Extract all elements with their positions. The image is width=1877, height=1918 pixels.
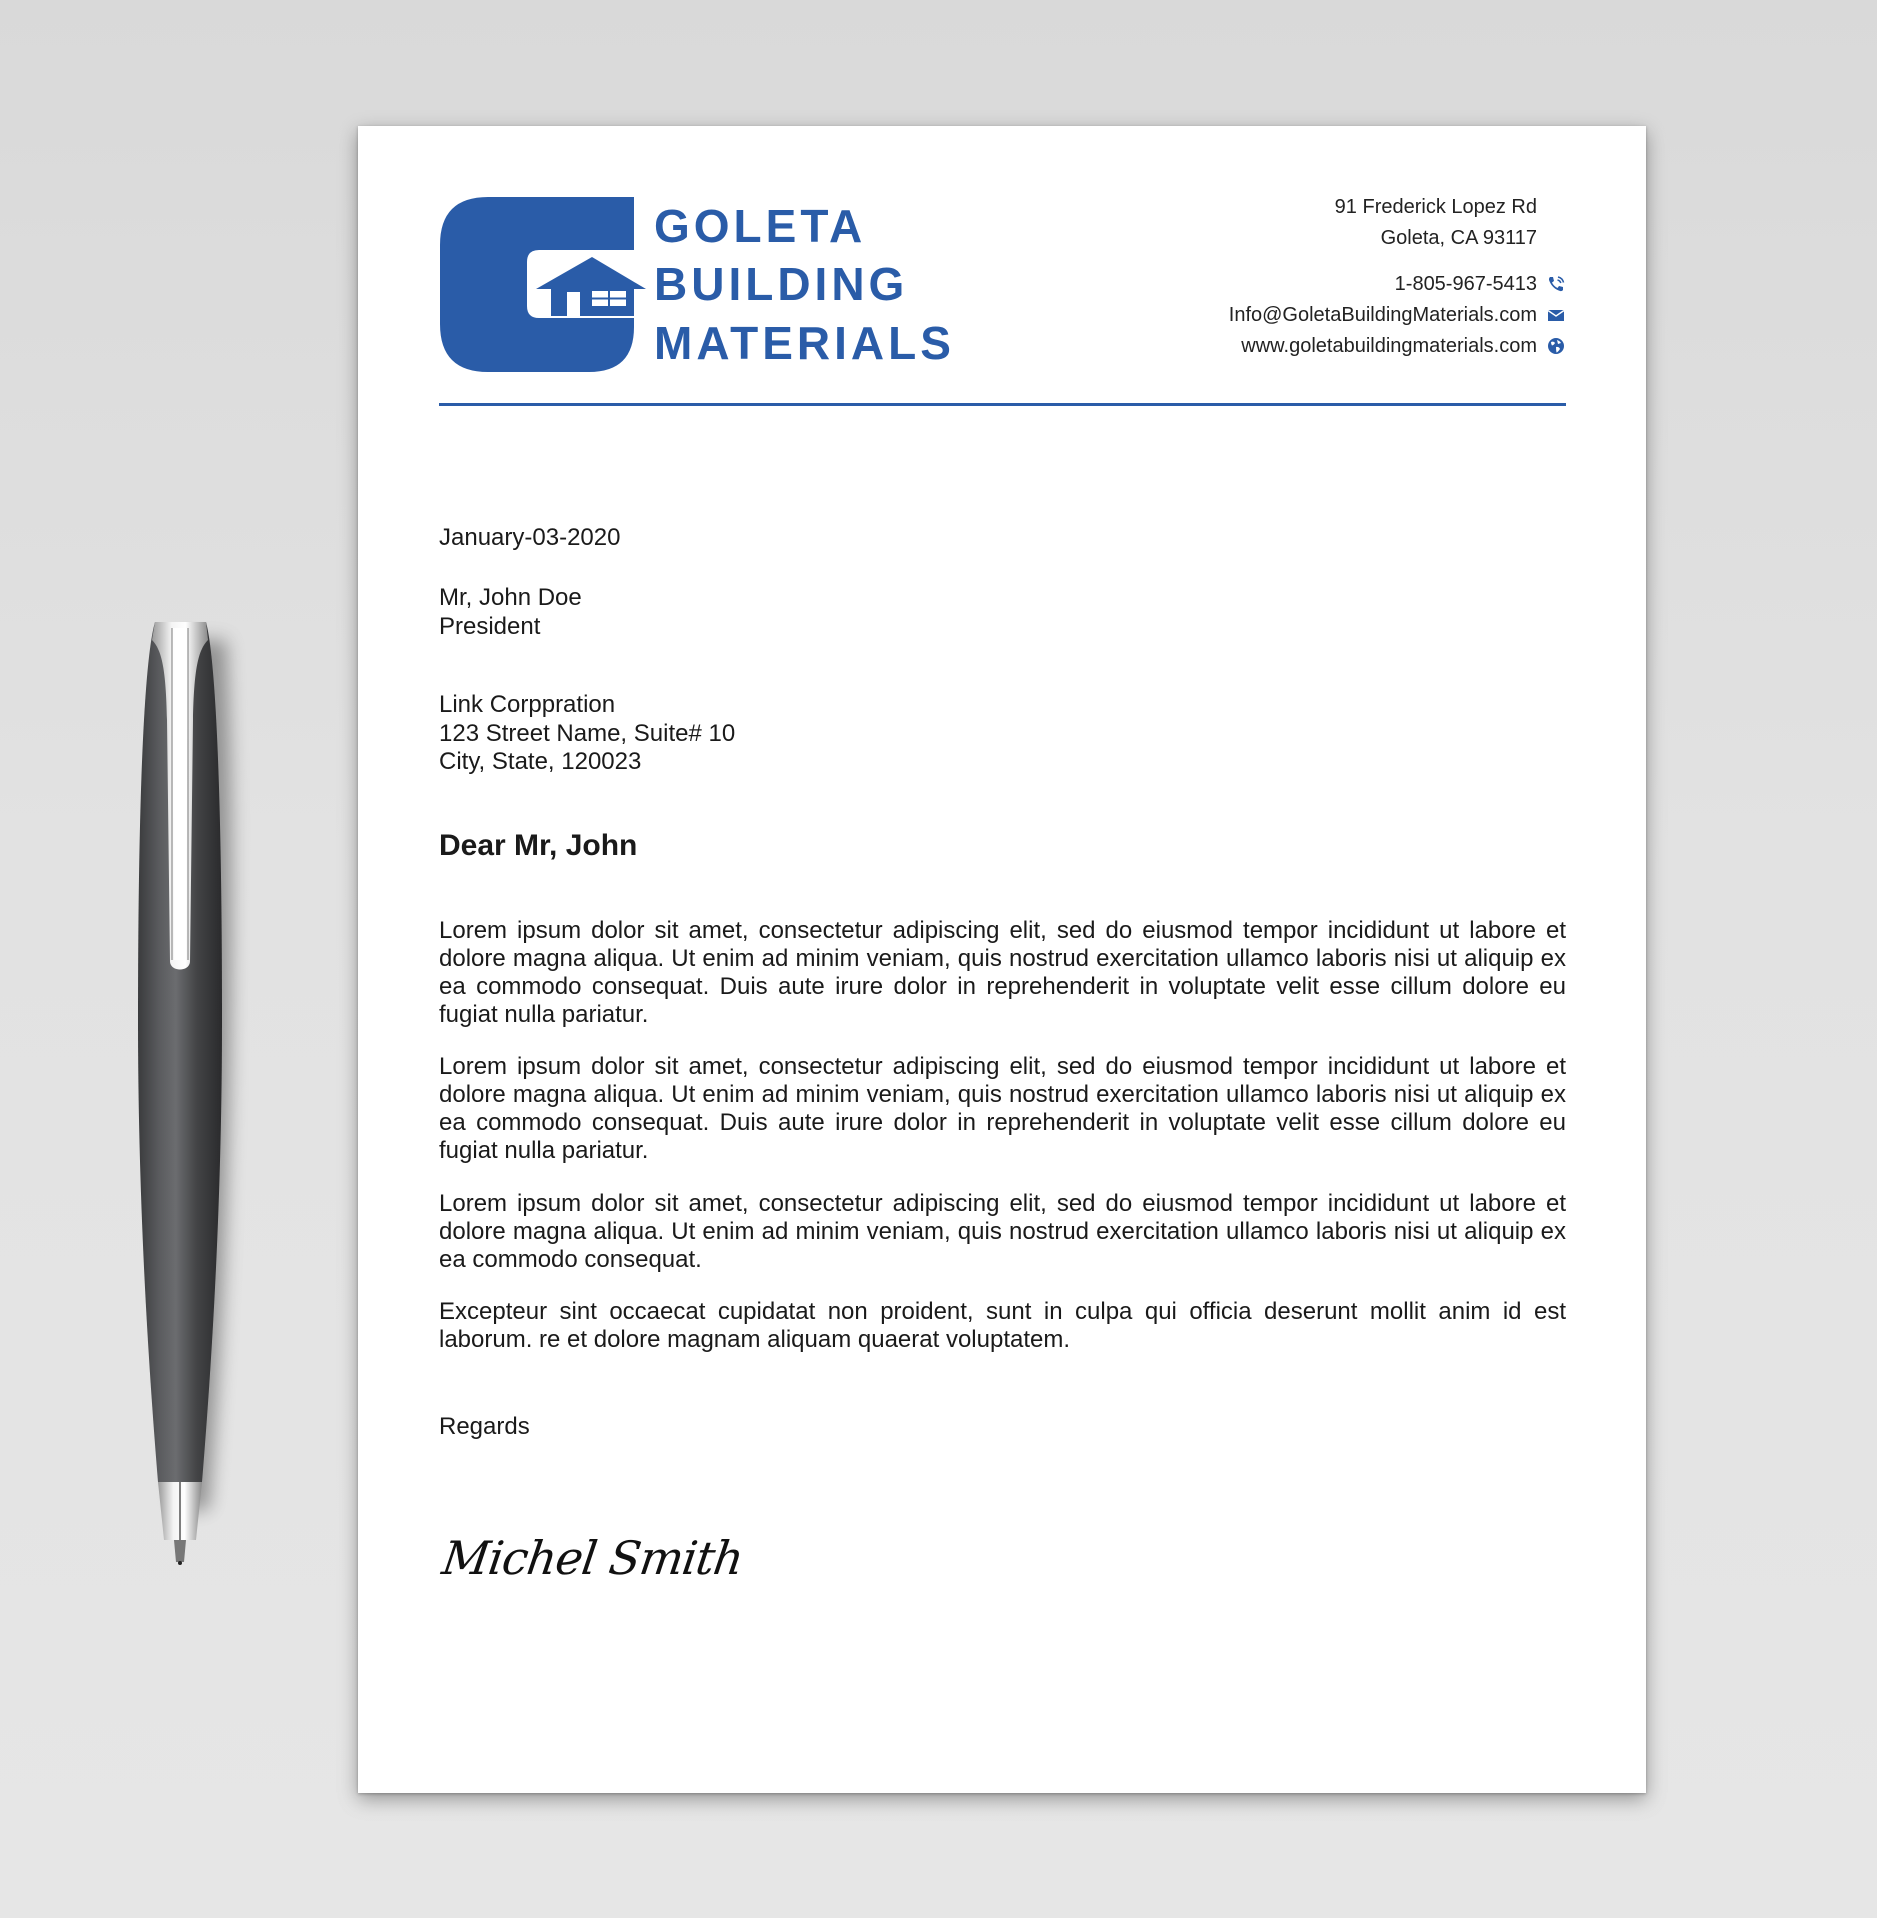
signature: Michel Smith — [439, 1531, 747, 1585]
phone-text: 1-805-967-5413 — [1394, 273, 1537, 295]
logo-word-materials: MATERIALS — [654, 317, 955, 369]
recipient-company: Link Corppration — [439, 691, 616, 718]
recipient-city: City, State, 120023 — [439, 748, 642, 775]
company-logo — [440, 197, 650, 372]
address-line-2 — [1381, 226, 1537, 250]
website-line[interactable] — [1241, 334, 1566, 358]
phone-icon — [1546, 274, 1566, 294]
header-divider — [439, 403, 1566, 406]
body-paragraph-1: Lorem ipsum dolor sit amet, consectetur adipiscing elit, sed do eiusmod tempor incididunt ut labore et dolore magna aliqua. Ut enim ad minim veniam, quis nostrud exercitation ullamco laboris nisi ut aliquip ex ea commodo consequat. Duis aute irure dolor in reprehenderit in voluptate velit esse cillum dolore eu fugiat nulla pariatur. — [439, 917, 1566, 1028]
phone-line — [1395, 272, 1566, 296]
recipient-title: President — [439, 613, 541, 640]
body-paragraph-2: Lorem ipsum dolor sit amet, consectetur adipiscing elit, sed do eiusmod tempor incididunt ut labore et dolore magna aliqua. Ut enim ad minim veniam, quis nostrud exercitation ullamco laboris nisi ut aliquip ex ea commodo consequat. Duis aute irure dolor in reprehenderit in voluptate velit esse cillum dolore eu fugiat nulla pariatur. — [439, 1053, 1566, 1164]
email-link[interactable]: Info@GoletaBuildingMaterials.com — [1228, 304, 1537, 326]
body-paragraph-4: Excepteur sint occaecat cupidatat non proident, sunt in culpa qui officia deserunt mollit anim id est laborum. re et dolore magnam aliquam quaerat voluptatem. — [439, 1298, 1566, 1353]
letter-date: January-03-2020 — [439, 524, 621, 551]
website-link[interactable]: www.goletabuildingmaterials.com — [1241, 335, 1537, 357]
recipient-name: Mr, John Doe — [439, 584, 582, 611]
greeting: Dear Mr, John — [439, 829, 638, 862]
address-line-1-text: 91 Frederick Lopez Rd — [1334, 196, 1537, 218]
pen-image — [100, 600, 260, 1590]
address-line-2-text: Goleta, CA 93117 — [1380, 227, 1537, 249]
logo-word-goleta: GOLETA — [654, 200, 867, 252]
recipient-street: 123 Street Name, Suite# 10 — [439, 720, 736, 747]
letter-page — [358, 126, 1646, 1793]
email-line[interactable] — [1229, 303, 1566, 327]
globe-icon — [1546, 336, 1566, 356]
envelope-icon — [1546, 305, 1566, 325]
body-paragraph-3: Lorem ipsum dolor sit amet, consectetur adipiscing elit, sed do eiusmod tempor incididunt ut labore et dolore magna aliqua. Ut enim ad minim veniam, quis nostrud exercitation ullamco laboris nisi ut aliquip ex ea commodo consequat. — [439, 1190, 1566, 1273]
logo-word-building: BUILDING — [654, 258, 909, 310]
address-line-1 — [1335, 195, 1537, 219]
closing: Regards — [439, 1413, 530, 1440]
